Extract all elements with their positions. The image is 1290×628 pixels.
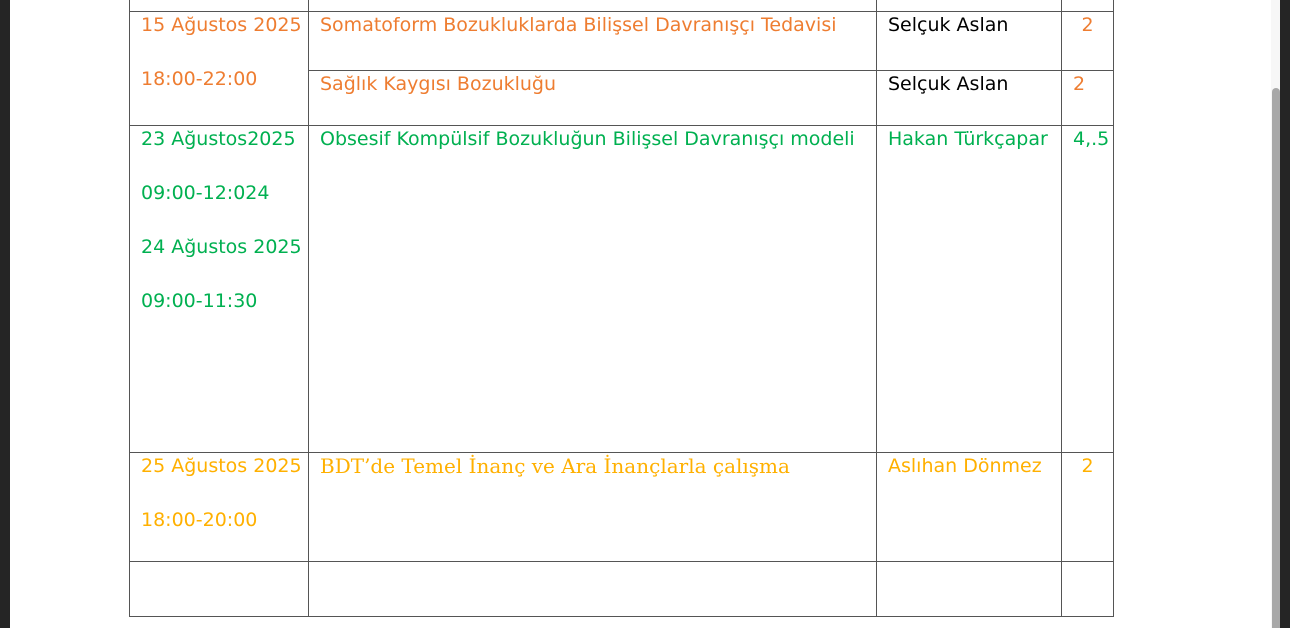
- topic-text: Obsesif Kompülsif Bozukluğun Bilişsel Davranışçı modeli: [320, 128, 855, 150]
- date-text: 24 Ağustos 2025: [141, 236, 302, 258]
- date-cell: [130, 12, 309, 126]
- time-text: 09:00-12:024: [141, 182, 270, 204]
- hours-cell: [1062, 453, 1114, 562]
- hours-text: 4,.5: [1073, 128, 1110, 150]
- time-text: 18:00-20:00: [141, 509, 258, 531]
- hours-cell: [1062, 12, 1114, 71]
- hours-text: 2: [1073, 73, 1086, 95]
- topic-cell: [309, 126, 877, 453]
- date-cell: [130, 126, 309, 453]
- date-text: 15 Ağustos 2025: [141, 14, 302, 36]
- date-text: 23 Ağustos2025: [141, 128, 296, 150]
- empty-cell: [1062, 0, 1114, 12]
- instructor-text: Aslıhan Dönmez: [888, 455, 1042, 477]
- empty-cell: [1062, 562, 1114, 617]
- empty-cell: [877, 0, 1062, 12]
- topic-cell: [309, 71, 877, 126]
- hours-text: 2: [1081, 14, 1094, 36]
- instructor-cell: [877, 12, 1062, 71]
- empty-cell: [309, 562, 877, 617]
- empty-cell: [877, 562, 1062, 617]
- table-row-previous: [130, 0, 1114, 12]
- table-row-core-beliefs: [130, 453, 1114, 562]
- hours-text: 2: [1081, 455, 1094, 477]
- time-text: 09:00-11:30: [141, 290, 258, 312]
- instructor-text: Hakan Türkçapar: [888, 128, 1048, 150]
- scrollbar-thumb[interactable]: [1272, 88, 1280, 628]
- topic-cell: [309, 12, 877, 71]
- topic-cell: [309, 453, 877, 562]
- time-text: 18:00-22:00: [141, 68, 258, 90]
- schedule-table: [129, 0, 1114, 617]
- topic-text: Somatoform Bozukluklarda Bilişsel Davranışçı Tedavisi: [320, 14, 837, 36]
- date-cell: [130, 453, 309, 562]
- hours-cell: [1062, 126, 1114, 453]
- date-text: 25 Ağustos 2025: [141, 455, 302, 477]
- hours-cell: [1062, 71, 1114, 126]
- instructor-cell: [877, 71, 1062, 126]
- table-row-somatoform: [130, 12, 1114, 71]
- instructor-cell: [877, 453, 1062, 562]
- window-edge: [1280, 0, 1290, 628]
- topic-text: BDT’de Temel İnanç ve Ara İnançlarla çalışma: [320, 454, 790, 478]
- instructor-text: Selçuk Aslan: [888, 14, 1009, 36]
- instructor-cell: [877, 126, 1062, 453]
- topic-text: Sağlık Kaygısı Bozukluğu: [320, 73, 557, 95]
- empty-cell: [130, 0, 309, 12]
- instructor-text: Selçuk Aslan: [888, 73, 1009, 95]
- table-row-ocd: [130, 126, 1114, 453]
- table-row-empty: [130, 562, 1114, 617]
- empty-cell: [130, 562, 309, 617]
- empty-cell: [309, 0, 877, 12]
